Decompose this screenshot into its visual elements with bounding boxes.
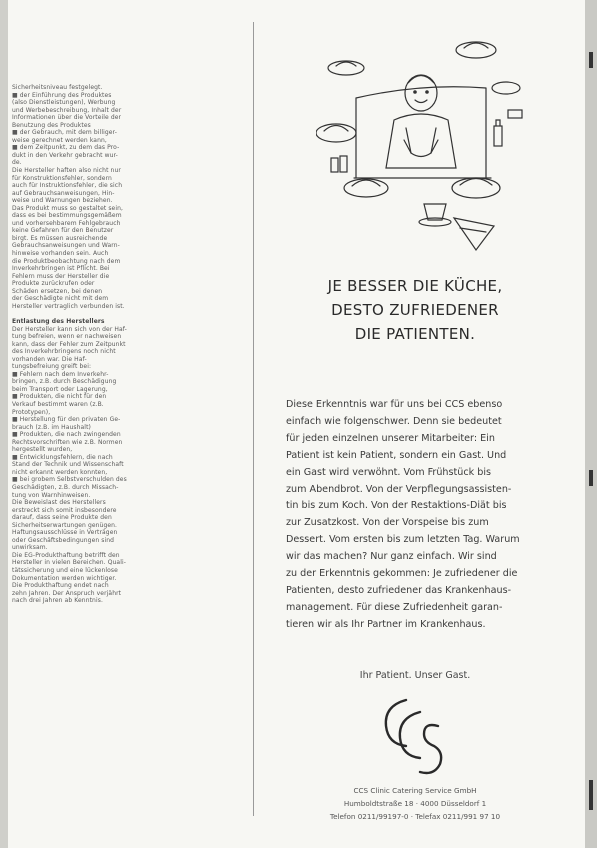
ad-body-line: management. Für diese Zufriedenheit garan-	[286, 601, 503, 613]
ad-body-line: Dessert. Vom ersten bis zum letzten Tag. Warum	[286, 534, 520, 546]
article-line: Produkte zurückrufen oder	[12, 280, 95, 288]
article-line: ■ Herstellung für den privaten Ge-	[12, 416, 121, 424]
article-line: ■ Fehlern nach dem Inverkehr-	[12, 370, 109, 378]
article-line: Inverkehrbringen ist Pflicht. Bei	[12, 265, 110, 273]
article-line: birgt. Es müssen ausreichende	[12, 234, 108, 242]
ad-body-line: tieren wir als Ihr Partner im Krankenhaus.	[286, 618, 486, 630]
article-line: auch für Instruktionsfehler, die sich	[12, 182, 123, 190]
scan-mark	[589, 780, 593, 810]
article-line: hinweise vorhanden sein. Auch	[12, 250, 109, 258]
ad-body-line: wir das machen? Nur ganz einfach. Wir sind	[286, 551, 497, 563]
article-line: Rechtsvorschriften wie z.B. Normen	[12, 438, 123, 446]
article-line: weise gerechnet werden kann,	[12, 136, 107, 144]
article-line: der Geschädigte nicht mit dem	[12, 295, 109, 303]
patient-dining-illustration	[316, 28, 526, 256]
article-line: tätssicherung und eine lückenlose	[12, 567, 118, 574]
advertisement	[256, 22, 574, 822]
article-line: und Werbebeschreibung, Inhalt der	[12, 106, 122, 114]
article-line: und vorhersehbarem Fehlgebrauch	[12, 219, 121, 227]
article-line: ■ bei grobem Selbstverschulden des	[12, 476, 127, 484]
article-line: des Inverkehrbringens noch nicht	[12, 348, 116, 356]
article-line: ■ Produkten, die nach zwingenden	[12, 431, 121, 439]
article-line: Informationen über die Vorteile der	[12, 114, 122, 122]
headline-line: JE BESSER DIE KÜCHE,	[327, 277, 503, 295]
ad-body-line: Patient ist kein Patient, sondern ein Gast. Und	[286, 449, 507, 461]
article-line: kann, dass der Fehler zum Zeitpunkt	[12, 340, 126, 348]
article-line: Haftungsausschlüsse in Verträgen	[12, 529, 118, 537]
article-line: Dokumentation werden wichtiger.	[12, 574, 117, 582]
article-line: Der Hersteller kann sich von der Haf-	[12, 325, 127, 333]
ad-footer	[256, 784, 574, 823]
ad-headline	[256, 274, 574, 346]
company-name: CCS Clinic Catering Service GmbH	[353, 786, 477, 795]
article-line: vorhanden war. Die Haf-	[12, 355, 87, 363]
ad-body-line: zu der Erkenntnis gekommen: Je zufriedener die	[286, 568, 518, 580]
article-line: ■ der Einführung des Produktes	[12, 91, 112, 99]
ad-body-line: für jeden einzelnen unserer Mitarbeiter: Ein	[286, 432, 495, 444]
ad-body-text	[286, 397, 548, 634]
article-line: keine Gefahren für den Benutzer	[12, 227, 114, 235]
article-line: Das Produkt muss so gestaltet sein,	[12, 204, 124, 212]
article-line: erstreckt sich somit insbesondere	[12, 506, 117, 514]
article-line: tung von Warnhinweisen.	[12, 491, 91, 499]
article-line: darauf, dass seine Produkte den	[12, 514, 112, 522]
page-left-edge	[0, 0, 8, 848]
article-line: zehn Jahren. Der Anspruch verjährt	[12, 589, 122, 597]
section-heading: Entlastung des Herstellers	[12, 317, 105, 325]
page-right-edge	[585, 0, 597, 848]
article-line: tung befreien, wenn er nachweisen	[12, 333, 122, 341]
article-line: brauch (z.B. im Haushalt)	[12, 423, 91, 431]
article-line: ■ Produkten, die nicht für den	[12, 393, 107, 401]
article-line: Gebrauchsanweisungen und Warn-	[12, 242, 120, 250]
scan-mark	[589, 470, 593, 486]
company-address: Humboldtstraße 18 · 4000 Düsseldorf 1	[343, 799, 487, 808]
article-line: bringen, z.B. durch Beschädigung	[12, 378, 117, 386]
ad-body-line: Patienten, desto zufriedener das Krankenhaus-	[286, 584, 512, 596]
headline-line: DESTO ZUFRIEDENER	[331, 301, 499, 319]
article-line: hergestellt wurden,	[12, 446, 73, 454]
article-line: ■ der Gebrauch, mit dem billiger-	[12, 129, 118, 137]
article-line: nicht erkannt werden konnten,	[12, 468, 108, 476]
article-line: Die Beweislast des Herstellers	[12, 499, 106, 507]
scan-mark	[589, 52, 593, 68]
article-line: ■ dem Zeitpunkt, zu dem das Pro-	[12, 144, 120, 152]
article-line: Sicherheitserwartungen genügen.	[12, 521, 118, 529]
article-line: Schäden ersetzen, bei denen	[12, 287, 103, 295]
ad-body-line: tin bis zum Koch. Von der Restaktions-Diät bis	[286, 500, 507, 512]
column-divider	[253, 22, 254, 816]
article-line: Die Produkthaftung endet nach	[12, 582, 109, 590]
headline-line: DIE PATIENTEN.	[354, 325, 476, 343]
article-line: Die EG-Produkthaftung betrifft den	[12, 551, 120, 559]
article-line: (also Dienstleistungen), Werbung	[12, 99, 116, 107]
article-line: die Produktbeobachtung nach dem	[12, 257, 121, 265]
article-line: Geschädigten, z.B. durch Missach-	[12, 483, 119, 491]
article-line: ■ Entwicklungsfehlern, die nach	[12, 453, 113, 461]
article-line: nach drei Jahren ab Kenntnis.	[12, 597, 103, 605]
article-line: für Konstruktionsfehler, sondern	[12, 174, 112, 182]
article-line: dass es bei bestimmungsgemäßem	[12, 212, 122, 220]
article-line: de.	[12, 159, 22, 167]
article-line	[12, 310, 242, 318]
ad-body-line: Diese Erkenntnis war für uns bei CCS ebenso	[286, 399, 503, 410]
article-line: Die Hersteller haften also nicht nur	[12, 167, 121, 175]
article-line: dukt in den Verkehr gebracht wur-	[12, 151, 118, 159]
ad-body-line: einfach wie folgenschwer. Denn sie bedeutet	[286, 415, 502, 427]
company-phone: Telefon 0211/99197-0 · Telefax 0211/991 97 10	[329, 812, 501, 821]
article-line: Hersteller vertraglich verbunden ist.	[12, 302, 125, 310]
article-line: Prototypen),	[12, 408, 51, 416]
article-line: Sicherheitsniveau festgelegt.	[12, 84, 103, 91]
article-line: Fehlern muss der Hersteller die	[12, 272, 110, 280]
article-line: Stand der Technik und Wissenschaft	[12, 461, 124, 469]
article-line: tungsbefreiung greift bei:	[12, 363, 92, 371]
article-line: Hersteller in vielen Bereichen. Quali-	[12, 559, 127, 567]
ad-body-line: zum Abendbrot. Von der Verpflegungsassisten-	[286, 483, 512, 495]
ad-body-line: zur Zusatzkost. Von der Vorspeise bis zum	[286, 517, 489, 529]
ccs-logo	[380, 692, 446, 780]
article-line: weise und Warnungen beziehen.	[12, 197, 113, 205]
ad-body-line: ein Gast wird verwöhnt. Vom Frühstück bis	[286, 466, 491, 478]
article-column	[12, 84, 242, 605]
article-line: Verkauf bestimmt waren (z.B.	[12, 400, 104, 408]
ad-tagline: Ihr Patient. Unser Gast.	[359, 670, 471, 681]
article-line: Benutzung des Produktes	[12, 121, 91, 129]
article-line: unwirksam.	[12, 544, 48, 552]
article-line: oder Geschäftsbedingungen sind	[12, 536, 115, 544]
article-line: beim Transport oder Lagerung,	[12, 385, 108, 393]
article-line: auf Gebrauchsanweisungen, Hin-	[12, 189, 115, 197]
